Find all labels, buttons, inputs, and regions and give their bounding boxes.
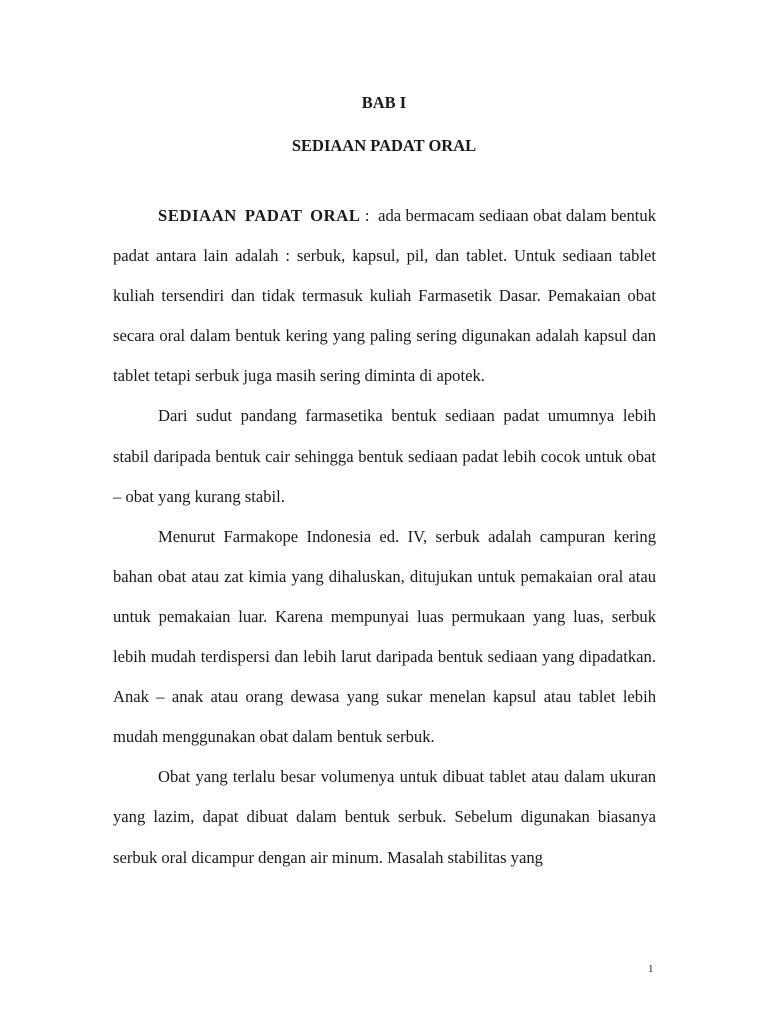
chapter-title: SEDIAAN PADAT ORAL <box>291 136 477 155</box>
paragraph-stability <box>113 396 656 516</box>
paragraph-text: Dari sudut pandang farmasetika bentuk sediaan padat umumnya lebih stabil daripada bentuk cair sehingga bentuk sediaan padat lebih cocok untuk obat – obat yang kurang stabil. <box>113 406 656 506</box>
lead-term: SEDIAAN PADAT ORAL <box>158 206 361 225</box>
paragraph-volume <box>113 757 656 877</box>
paragraph-definition <box>113 196 656 396</box>
paragraph-text: Menurut Farmakope Indonesia ed. IV, serbuk adalah campuran kering bahan obat atau zat kimia yang dihaluskan, ditujukan untuk pemakaian oral atau untuk pemakaian luar. Karena mempunyai luas permukaan yang luas, serbuk lebih mudah terdispersi dan lebih larut daripada bentuk sediaan yang dipadatkan. Anak – anak atau orang dewasa yang sukar menelan kapsul atau tablet lebih mudah menggunakan obat dalam bentuk serbuk. <box>113 526 656 747</box>
chapter-label: BAB I <box>361 93 407 112</box>
body-text <box>113 196 656 878</box>
paragraph-farmakope <box>113 517 656 758</box>
paragraph-text: ada bermacam sediaan obat dalam bentuk padat antara lain adalah : serbuk, kapsul, pil, dan tablet. Untuk sediaan tablet kuliah tersendiri dan tidak termasuk kuliah Farmasetik Dasar. Pemakaian obat secara oral dalam bentuk kering yang paling sering digunakan adalah kapsul dan tablet tetapi serbuk juga masih sering diminta di apotek. <box>113 206 656 386</box>
page-number: 1 <box>648 963 654 975</box>
lead-separator: : <box>360 206 379 225</box>
paragraph-text: Obat yang terlalu besar volumenya untuk dibuat tablet atau dalam ukuran yang lazim, dapat dibuat dalam bentuk serbuk. Sebelum digunakan biasanya serbuk oral dicampur dengan air minum. Masalah stabilitas yang <box>113 767 656 867</box>
